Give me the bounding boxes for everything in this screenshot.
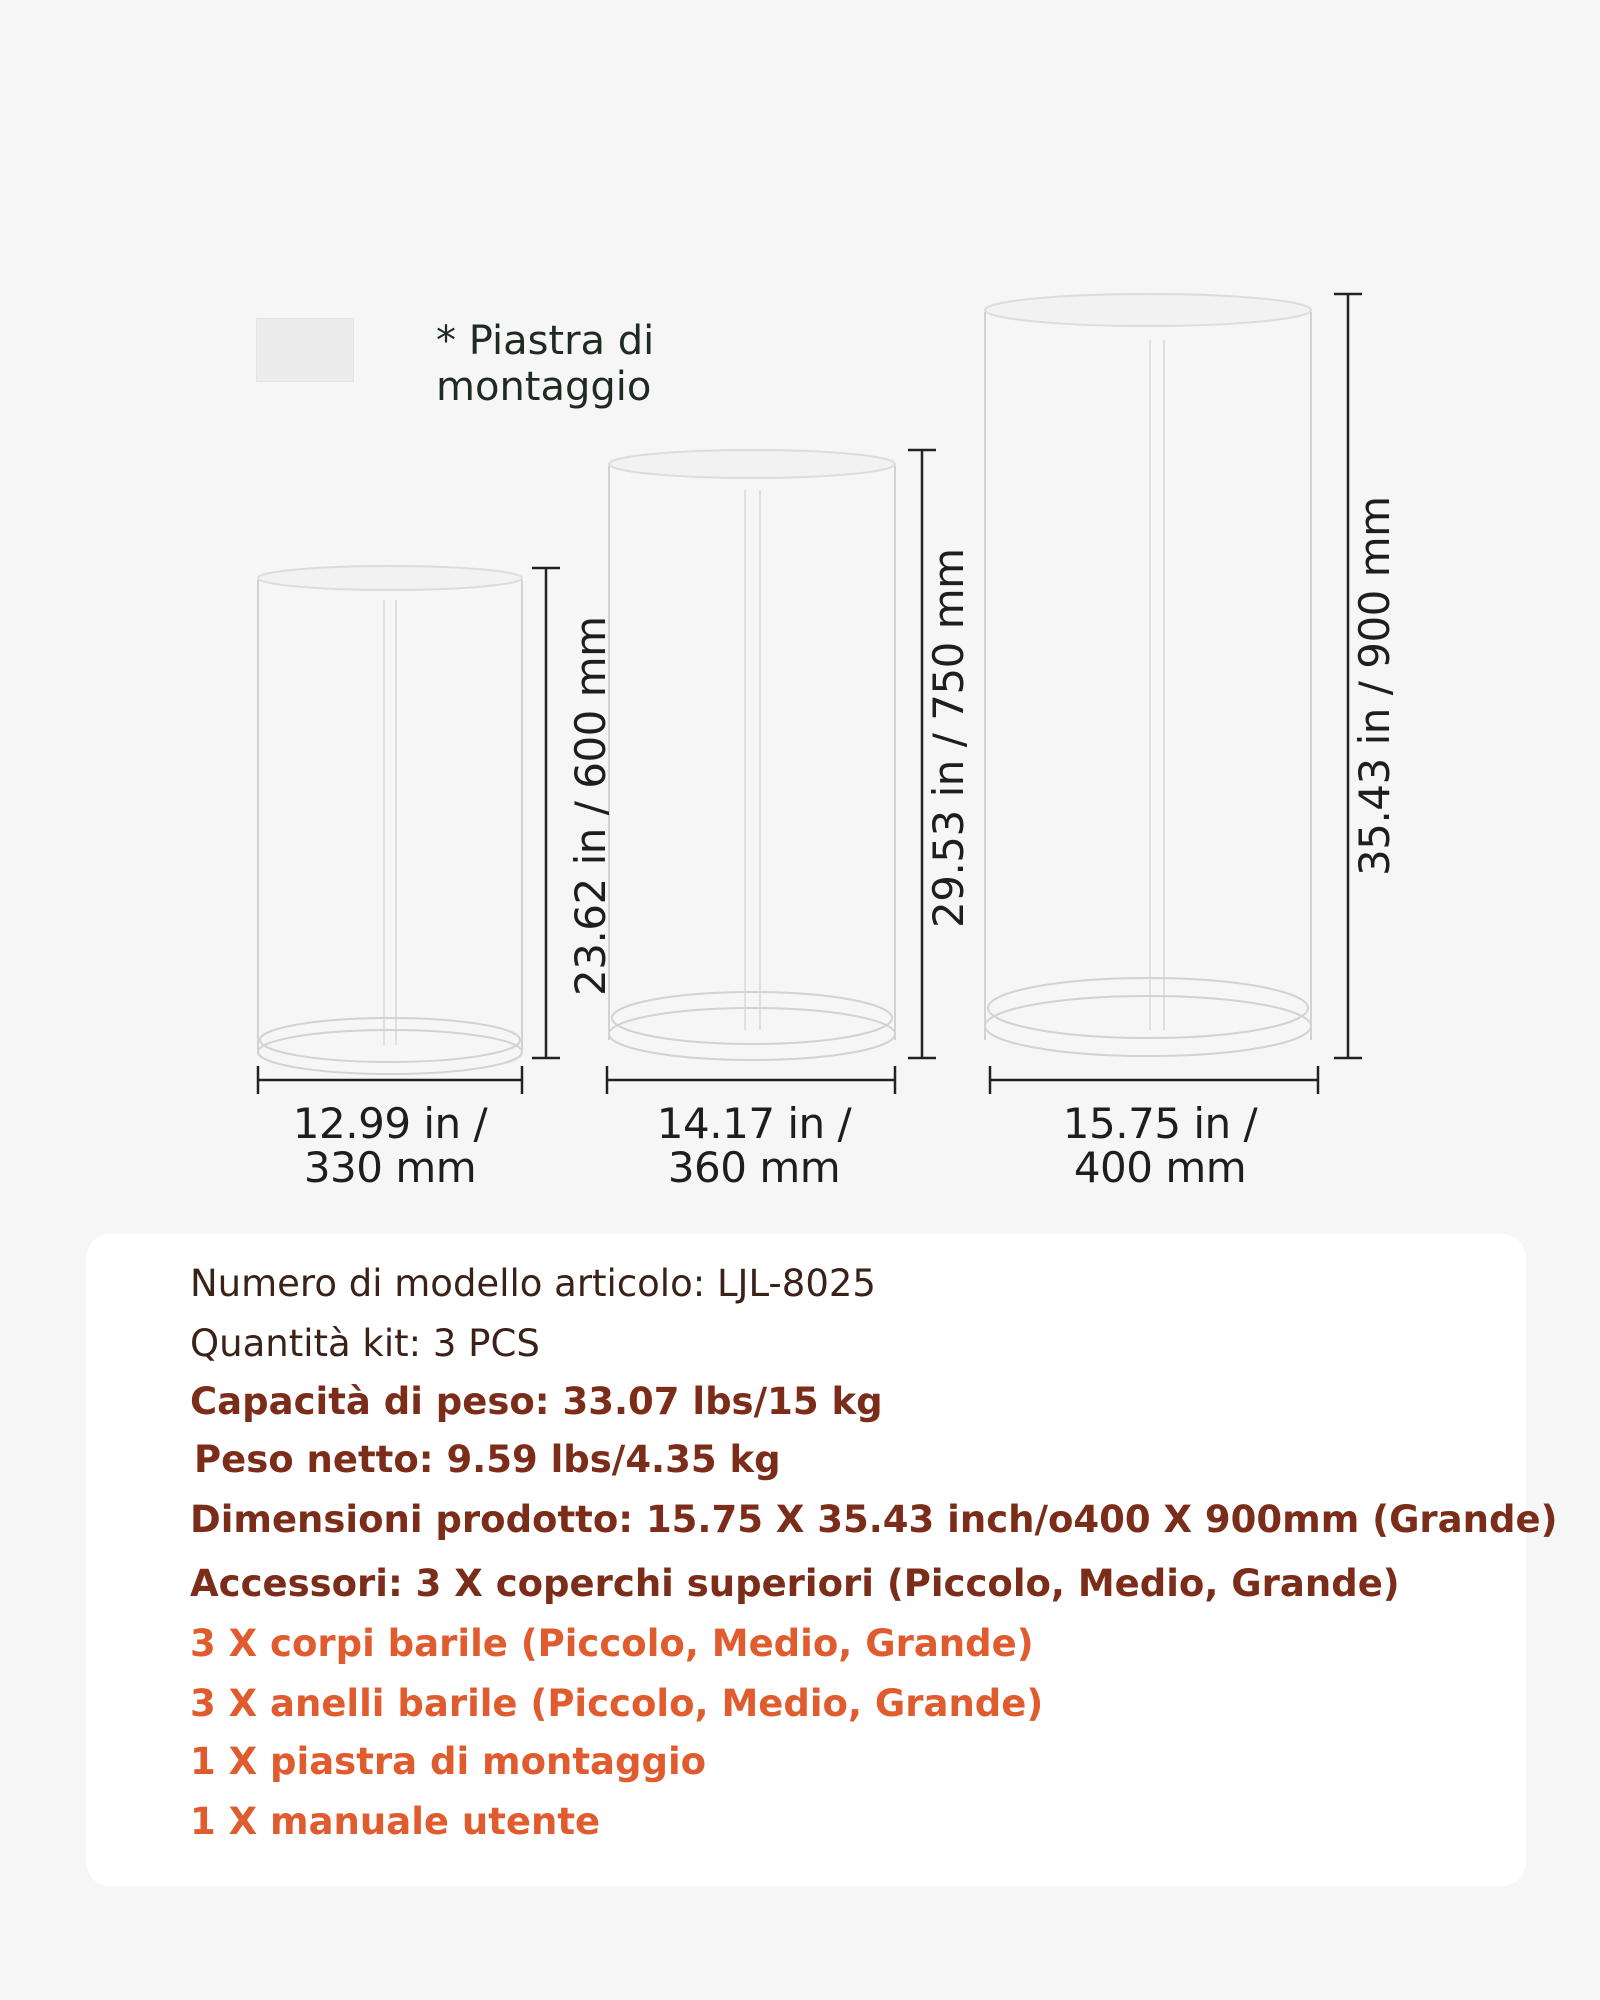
- spec-dimensions: Dimensioni prodotto: 15.75 X 35.43 inch/o400 X 900mm (Grande): [190, 1498, 1558, 1541]
- spec-weight-capacity: Capacità di peso: 33.07 lbs/15 kg: [190, 1380, 883, 1423]
- spec-net-weight: Peso netto: 9.59 lbs/4.35 kg: [194, 1438, 781, 1481]
- height-label-small: 23.62 in / 600 mm: [566, 616, 615, 996]
- spec-item-mounting-plate: 1 X piastra di montaggio: [190, 1740, 707, 1783]
- cylinder-large: [985, 294, 1311, 1056]
- width-label-medium-line2: 360 mm: [667, 1143, 841, 1192]
- cylinder-medium: [609, 450, 895, 1060]
- width-label-small: [270, 1099, 510, 1192]
- width-label-small-line2: 330 mm: [303, 1143, 477, 1192]
- spec-kit-quantity: Quantità kit: 3 PCS: [190, 1322, 540, 1365]
- spec-item-user-manual: 1 X manuale utente: [190, 1800, 601, 1843]
- width-label-large: [1040, 1099, 1280, 1192]
- width-label-large-line1: 15.75 in /: [1062, 1099, 1258, 1148]
- dimension-lines: [258, 294, 1362, 1094]
- height-label-large: 35.43 in / 900 mm: [1350, 496, 1399, 876]
- mounting-plate-note: * Piastra di montaggio: [436, 318, 655, 410]
- spec-model: Numero di modello articolo: LJL-8025: [190, 1262, 876, 1305]
- width-label-medium-line1: 14.17 in /: [656, 1099, 852, 1148]
- spec-item-barrel-rings: 3 X anelli barile (Piccolo, Medio, Grande): [190, 1682, 1044, 1725]
- width-label-medium: [634, 1099, 874, 1192]
- width-label-small-line1: 12.99 in /: [292, 1099, 488, 1148]
- spec-item-barrel-bodies: 3 X corpi barile (Piccolo, Medio, Grande): [190, 1622, 1034, 1665]
- height-label-medium: 29.53 in / 750 mm: [924, 548, 973, 928]
- width-label-large-line2: 400 mm: [1073, 1143, 1247, 1192]
- cylinder-small: [258, 566, 522, 1074]
- spec-accessories: Accessori: 3 X coperchi superiori (Piccolo, Medio, Grande): [190, 1562, 1400, 1605]
